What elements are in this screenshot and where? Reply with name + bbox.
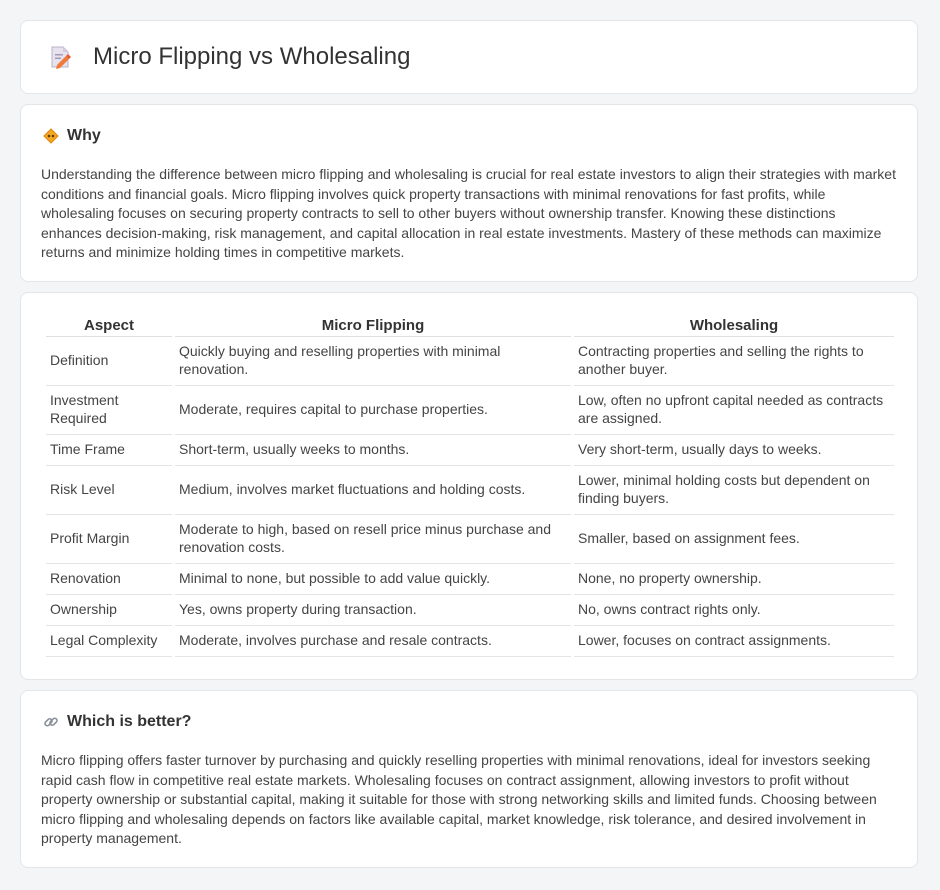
diamond-sign-icon bbox=[43, 128, 59, 144]
table-row bbox=[46, 466, 894, 515]
table-row bbox=[46, 595, 894, 626]
row-micro-flipping: Short-term, usually weeks to months. bbox=[175, 435, 571, 466]
table-header-row bbox=[46, 313, 894, 337]
row-aspect: Definition bbox=[46, 337, 172, 386]
comparison-table bbox=[43, 313, 897, 657]
link-icon bbox=[43, 714, 59, 730]
row-aspect: Legal Complexity bbox=[46, 626, 172, 657]
which-is-better-body: Micro flipping offers faster turnover by purchasing and quickly reselling properties with minimal renovations, ideal for investors seeking rapid cash flow in competitive real estate markets. Wholesaling focuses on contract assignment, allowing investors to profit without property ownership or substantial capital, making it suitable for those with strong networking skills and limited funds. Choosing between micro flipping and wholesaling depends on factors like available capital, market knowledge, risk tolerance, and desired involvement in property management. bbox=[41, 752, 877, 847]
row-wholesaling: Lower, focuses on contract assignments. bbox=[574, 626, 894, 657]
row-micro-flipping: Moderate, involves purchase and resale contracts. bbox=[175, 626, 571, 657]
page-title: Micro Flipping vs Wholesaling bbox=[93, 43, 411, 70]
which-is-better-title: Which is better? bbox=[67, 713, 192, 730]
row-micro-flipping: Minimal to none, but possible to add value quickly. bbox=[175, 564, 571, 595]
row-wholesaling: Very short-term, usually days to weeks. bbox=[574, 435, 894, 466]
row-wholesaling: No, owns contract rights only. bbox=[574, 595, 894, 626]
title-card bbox=[20, 20, 918, 94]
table-row bbox=[46, 564, 894, 595]
row-micro-flipping: Moderate, requires capital to purchase properties. bbox=[175, 386, 571, 435]
row-wholesaling: Smaller, based on assignment fees. bbox=[574, 515, 894, 564]
row-aspect: Ownership bbox=[46, 595, 172, 626]
document-edit-icon bbox=[47, 44, 73, 70]
row-wholesaling: None, no property ownership. bbox=[574, 564, 894, 595]
row-aspect: Renovation bbox=[46, 564, 172, 595]
row-micro-flipping: Yes, owns property during transaction. bbox=[175, 595, 571, 626]
row-micro-flipping: Medium, involves market fluctuations and holding costs. bbox=[175, 466, 571, 515]
table-row bbox=[46, 626, 894, 657]
why-body: Understanding the difference between micro flipping and wholesaling is crucial for real estate investors to align their strategies with market conditions and financial goals. Micro flipping involves quick property transactions with minimal renovations for fast profits, while wholesaling focuses on securing property contracts to sell to other buyers without ownership transfer. Knowing these distinctions enhances decision-making, risk management, and capital allocation in real estate investments. Mastery of these methods can maximize returns and minimize holding times in competitive markets. bbox=[41, 166, 896, 261]
row-aspect: Investment Required bbox=[46, 386, 172, 435]
which-is-better-section bbox=[20, 690, 918, 868]
table-row bbox=[46, 337, 894, 386]
row-wholesaling: Lower, minimal holding costs but dependent on finding buyers. bbox=[574, 466, 894, 515]
row-wholesaling: Low, often no upfront capital needed as contracts are assigned. bbox=[574, 386, 894, 435]
row-aspect: Time Frame bbox=[46, 435, 172, 466]
header-aspect: Aspect bbox=[46, 313, 172, 337]
why-section bbox=[20, 104, 918, 282]
header-micro-flipping: Micro Flipping bbox=[175, 313, 571, 337]
row-micro-flipping: Quickly buying and reselling properties with minimal renovation. bbox=[175, 337, 571, 386]
row-wholesaling: Contracting properties and selling the rights to another buyer. bbox=[574, 337, 894, 386]
row-micro-flipping: Moderate to high, based on resell price minus purchase and renovation costs. bbox=[175, 515, 571, 564]
comparison-card bbox=[20, 292, 918, 680]
row-aspect: Profit Margin bbox=[46, 515, 172, 564]
why-title: Why bbox=[67, 127, 101, 144]
row-aspect: Risk Level bbox=[46, 466, 172, 515]
table-row bbox=[46, 435, 894, 466]
table-row bbox=[46, 515, 894, 564]
header-wholesaling: Wholesaling bbox=[574, 313, 894, 337]
table-row bbox=[46, 386, 894, 435]
